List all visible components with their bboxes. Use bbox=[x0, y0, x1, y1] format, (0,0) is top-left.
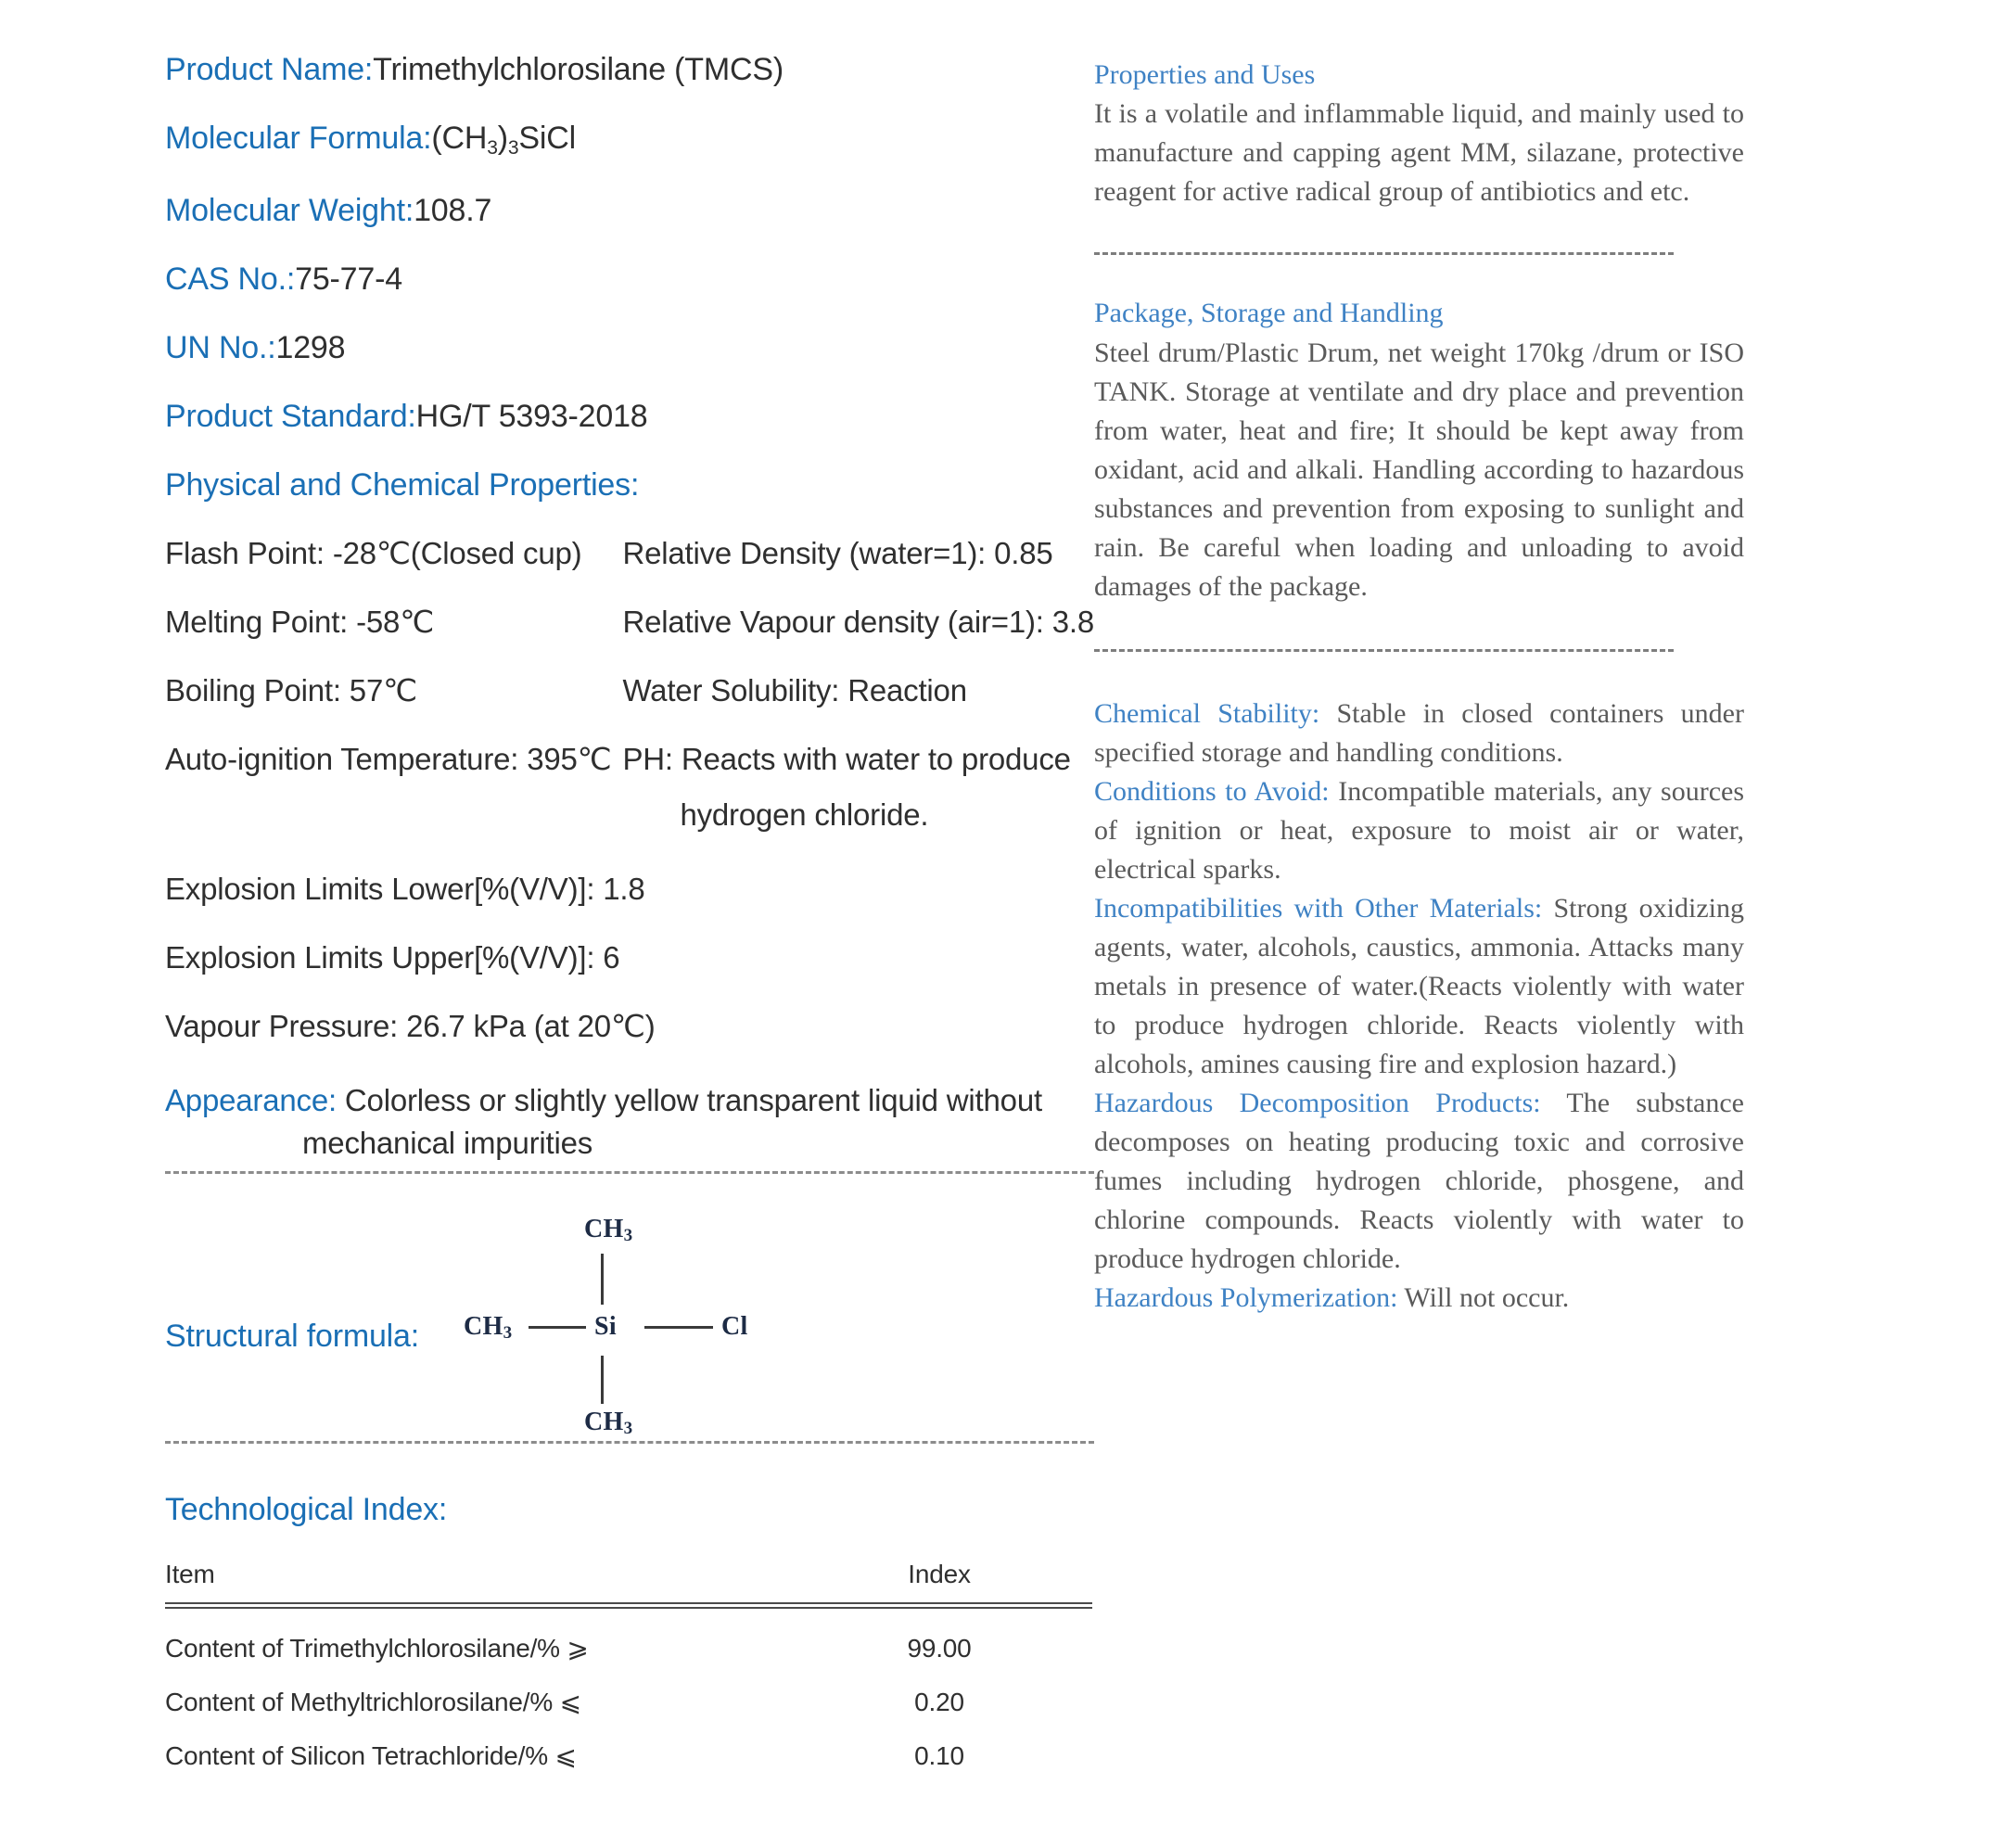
field-label: Molecular Formula: bbox=[165, 121, 432, 156]
atom-label-top: $CH_3$ bbox=[584, 1215, 633, 1245]
section-properties-and-uses bbox=[1094, 57, 1744, 211]
atom-label-bottom: $CH_3$ bbox=[584, 1408, 633, 1438]
stability-heading: Hazardous Decomposition Products: bbox=[1094, 1087, 1541, 1118]
cell-index: 99.00 bbox=[907, 1633, 972, 1663]
table-row bbox=[165, 1606, 1092, 1672]
bond-horizontal-right bbox=[644, 1326, 713, 1329]
property-boiling-point: Boiling Point: 57℃ bbox=[165, 672, 417, 707]
stability-body: Incompatible materials, any sources of ignition or heat, exposure to moist air or water, electrical sparks. bbox=[1094, 775, 1745, 885]
right-column bbox=[1094, 0, 2013, 1318]
field-value: HG/T 5393-2018 bbox=[415, 398, 648, 434]
field-molecular-weight bbox=[165, 192, 1094, 228]
divider-properties-uses bbox=[1094, 252, 1674, 255]
column-header-item: Item bbox=[165, 1560, 215, 1589]
column-header-index: Index bbox=[908, 1560, 971, 1589]
cell-index: 0.20 bbox=[914, 1687, 964, 1716]
field-value: 1298 bbox=[275, 329, 346, 365]
property-flash-point: Flash Point: -28℃(Closed cup) bbox=[165, 535, 582, 570]
structural-formula-label: Structural formula: bbox=[165, 1319, 419, 1355]
properties-uses-body: It is a volatile and inflammable liquid, and mainly used to manufacture and capping agent MM, silazane, protective reagent for active radical group of antibiotics and etc. bbox=[1094, 98, 1744, 208]
bond-horizontal-left bbox=[529, 1326, 586, 1329]
property-vapour-pressure: Vapour Pressure: 26.7 kPa (at 20℃) bbox=[165, 1008, 656, 1043]
stability-heading: Hazardous Polymerization: bbox=[1094, 1281, 1398, 1313]
stability-item-chemical-stability bbox=[1094, 695, 1744, 772]
field-value: 75-77-4 bbox=[295, 261, 402, 297]
property-melting-point: Melting Point: -58℃ bbox=[165, 604, 435, 639]
field-product-name bbox=[165, 54, 1094, 85]
stability-item-hazardous-polymerization bbox=[1094, 1279, 1744, 1318]
package-storage-heading: Package, Storage and Handling bbox=[1094, 298, 1444, 329]
properties-column-right bbox=[622, 535, 1094, 868]
physical-chemical-heading: Physical and Chemical Properties: bbox=[165, 466, 640, 503]
field-label: Product Standard: bbox=[165, 398, 416, 434]
divider-package-storage bbox=[1094, 649, 1674, 652]
cell-item: Content of Silicon Tetrachloride/% ⩽ bbox=[165, 1741, 577, 1771]
appearance-label: Appearance: bbox=[165, 1082, 337, 1117]
stability-body: Will not occur. bbox=[1397, 1281, 1570, 1313]
cell-index: 0.10 bbox=[914, 1740, 964, 1770]
field-cas-no bbox=[165, 263, 1094, 295]
appearance-value-continuation: mechanical impurities bbox=[302, 1125, 593, 1160]
property-appearance bbox=[165, 1079, 1094, 1164]
atom-label-left: $CH_3$ bbox=[464, 1312, 513, 1343]
property-auto-ignition-temperature: Auto-ignition Temperature: 395℃ bbox=[165, 741, 612, 776]
field-label: CAS No.: bbox=[165, 261, 296, 297]
package-storage-body: Steel drum/Plastic Drum, net weight 170kg /drum or ISO TANK. Storage at ventilate and dry place and prevention from water, heat and fire; It should be kept away from oxidant, acid and alkali. Handling according to hazardous substances and prevention from exposing to sunlight and rain. Be careful when loading and unloading to avoid damages of the package. bbox=[1094, 337, 1744, 602]
property-ph: PH: Reacts with water to produce bbox=[622, 741, 1071, 776]
properties-column-left bbox=[165, 535, 622, 868]
section-package-storage-handling bbox=[1094, 296, 1744, 605]
field-label: Molecular Weight: bbox=[165, 192, 414, 228]
cell-item: Content of Methyltrichlorosilane/% ⩽ bbox=[165, 1688, 581, 1717]
stability-heading: Incompatibilities with Other Materials: bbox=[1094, 892, 1543, 924]
field-value: $(CH_3)_3SiCl$ bbox=[431, 121, 576, 159]
stability-heading: Conditions to Avoid: bbox=[1094, 775, 1330, 807]
property-explosion-limits-upper: Explosion Limits Upper[%(V/V)]: 6 bbox=[165, 939, 620, 975]
stability-item-incompatibilities bbox=[1094, 889, 1744, 1084]
table-row bbox=[165, 1671, 1092, 1725]
field-product-standard bbox=[165, 398, 1094, 434]
field-value: 108.7 bbox=[414, 192, 492, 228]
section-stability-reactivity bbox=[1094, 695, 1744, 1318]
technological-index-heading: Technological Index: bbox=[165, 1492, 448, 1528]
stability-item-hazardous-decomposition bbox=[1094, 1084, 1744, 1279]
table-header-row bbox=[165, 1560, 1092, 1606]
stability-body: Stable in closed containers under specified storage and handling conditions. bbox=[1094, 697, 1744, 768]
appearance-value: Colorless or slightly yellow transparent liquid without bbox=[344, 1082, 1042, 1117]
property-relative-density: Relative Density (water=1): 0.85 bbox=[622, 535, 1053, 570]
divider-appearance bbox=[165, 1171, 1094, 1174]
stability-heading: Chemical Stability: bbox=[1094, 697, 1320, 729]
property-water-solubility: Water Solubility: Reaction bbox=[622, 672, 967, 707]
field-label: Product Name: bbox=[165, 52, 374, 87]
atom-label-right: Cl bbox=[721, 1312, 748, 1342]
properties-uses-heading: Properties and Uses bbox=[1094, 59, 1316, 90]
structural-formula-section bbox=[165, 1215, 1094, 1437]
stability-body: Strong oxidizing agents, water, alcohols, caustics, ammonia. Attacks many metals in presence of water.(Reacts violently with water to produce hydrogen chloride. Reacts violently with alcohols, amines causing fire and explosion hazard.) bbox=[1094, 892, 1744, 1079]
property-ph-continuation: hydrogen chloride. bbox=[680, 797, 929, 832]
bond-vertical-bottom bbox=[601, 1356, 604, 1404]
stability-body: The substance decomposes on heating producing toxic and corrosive fumes including hydrogen chloride, phosgene, and chlorine compounds. Reacts violently with water to produce hydrogen chloride. bbox=[1094, 1087, 1744, 1274]
technological-index-table bbox=[165, 1560, 1092, 1778]
field-value: Trimethylchlorosilane (TMCS) bbox=[373, 52, 784, 87]
field-molecular-formula bbox=[165, 122, 1094, 158]
field-un-no bbox=[165, 329, 1094, 365]
table-row bbox=[165, 1725, 1092, 1778]
divider-structural-formula bbox=[165, 1441, 1094, 1444]
structural-formula-diagram bbox=[464, 1215, 853, 1437]
cell-item: Content of Trimethylchlorosilane/% ⩾ bbox=[165, 1634, 589, 1663]
bond-vertical-top bbox=[601, 1254, 604, 1305]
stability-item-conditions-to-avoid bbox=[1094, 772, 1744, 889]
atom-label-center: Si bbox=[594, 1312, 617, 1342]
property-relative-vapour-density: Relative Vapour density (air=1): 3.8 bbox=[622, 604, 1094, 639]
property-explosion-limits-lower: Explosion Limits Lower[%(V/V)]: 1.8 bbox=[165, 871, 645, 906]
physical-properties-grid bbox=[165, 535, 1094, 868]
field-label: UN No.: bbox=[165, 329, 276, 365]
